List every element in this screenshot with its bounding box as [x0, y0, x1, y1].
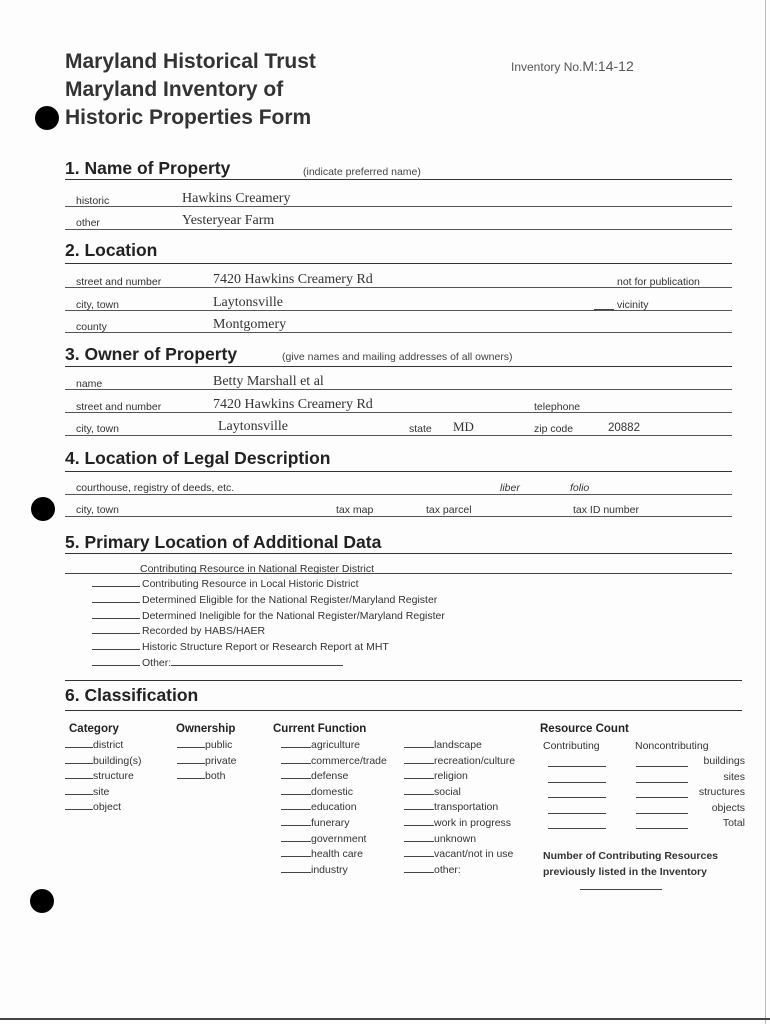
owner-name-line [65, 389, 732, 390]
folio-label: folio [570, 482, 590, 494]
checkbox-blank[interactable] [177, 762, 205, 764]
additional-data-item-4[interactable] [92, 610, 445, 622]
category-list [65, 739, 141, 817]
owner-name[interactable]: Betty Marshall et al [213, 374, 324, 389]
item-label: Historic Structure Report or Research Report at MHT [142, 641, 389, 653]
item-label: agriculture [311, 739, 361, 751]
previously-listed-blank[interactable] [580, 889, 662, 890]
checkbox-blank[interactable] [281, 824, 311, 826]
state[interactable]: MD [453, 419, 474, 434]
previously-listed-line-2: previously listed in the Inventory [543, 866, 707, 878]
item-label: recreation/culture [434, 754, 516, 767]
item-label: funerary [311, 816, 350, 829]
section-3-heading: 3. Owner of Property [65, 344, 238, 364]
additional-data-item-2[interactable] [92, 578, 359, 590]
inventory-number [511, 58, 634, 74]
not-for-publication[interactable]: not for publication [617, 276, 700, 288]
item-label: religion [434, 770, 468, 783]
previously-listed-label [543, 848, 718, 880]
zip-label: zip code [534, 423, 574, 435]
contributing-count-blank[interactable] [548, 781, 606, 783]
county[interactable]: Montgomery [213, 317, 287, 332]
item-label: landscape [434, 739, 482, 751]
courthouse-label: courthouse, registry of deeds, etc. [76, 482, 235, 494]
legal-city-line [65, 516, 732, 517]
inventory-label: Inventory No. [511, 60, 583, 74]
checkbox-blank[interactable] [281, 855, 311, 857]
owner-street-line [65, 412, 732, 413]
checkbox-blank[interactable] [404, 840, 434, 842]
owner-city-line [65, 435, 732, 436]
zip-code[interactable]: 20882 [608, 422, 640, 434]
category-district[interactable] [65, 739, 141, 755]
item-label: health care [311, 848, 363, 861]
contributing-count-blank[interactable] [548, 812, 606, 814]
ownership-both[interactable] [177, 770, 237, 786]
checkbox-blank[interactable] [65, 808, 93, 810]
function-list-2 [404, 739, 515, 879]
punch-hole-top [35, 106, 59, 130]
resource-type-label: buildings [703, 755, 745, 767]
historic-line [65, 206, 732, 207]
contributing-count-blank[interactable] [548, 765, 606, 767]
additional-data-item-6[interactable] [92, 641, 389, 653]
item-label: defense [311, 770, 349, 783]
item-label: domestic [311, 785, 354, 798]
category-site[interactable] [65, 786, 141, 802]
section-5-heading: 5. Primary Location of Additional Data [65, 532, 382, 552]
item-label: Recorded by HABS/HAER [142, 625, 266, 637]
noncontributing-count-blank[interactable] [636, 765, 688, 767]
item-label: government [311, 832, 367, 845]
section-2-rule [65, 263, 732, 264]
contributing-count-blank[interactable] [548, 796, 606, 798]
resource-count-header: Resource Count [540, 723, 629, 735]
checkbox-blank[interactable] [281, 871, 311, 873]
contributing-count-blank[interactable] [548, 827, 606, 829]
additional-data-item-1[interactable]: Contributing Resource in National Register District [140, 563, 375, 575]
category-header: Category [69, 723, 119, 735]
inventory-value: M:14-12 [582, 58, 634, 74]
owner-street[interactable]: 7420 Hawkins Creamery Rd [213, 397, 373, 412]
ownership-list [177, 739, 237, 786]
category-structure[interactable] [65, 770, 141, 786]
function-item[interactable] [281, 817, 387, 833]
checkbox-blank[interactable] [281, 762, 311, 764]
location-street-label: street and number [76, 276, 162, 288]
tax-parcel-label: tax parcel [426, 504, 472, 516]
item-label: private [205, 754, 237, 767]
function-item[interactable] [404, 848, 515, 864]
function-item[interactable] [281, 864, 387, 880]
owner-name-label: name [76, 378, 103, 390]
item-label: social [434, 785, 461, 798]
function-item[interactable] [281, 755, 387, 771]
item-label: unknown [434, 832, 477, 845]
section-1-heading: 1. Name of Property [65, 158, 231, 178]
liber-label: liber [500, 482, 520, 494]
page-bottom-border [0, 1018, 770, 1020]
other-name-label: other [76, 217, 100, 229]
noncontributing-count-blank[interactable] [636, 827, 688, 829]
function-list-1 [281, 739, 387, 879]
item-label: object [93, 801, 122, 813]
item-label: education [311, 801, 357, 814]
section-4-rule [65, 471, 732, 472]
item-label: transportation [434, 801, 499, 814]
courthouse-line [65, 494, 732, 495]
current-function-header: Current Function [273, 723, 367, 735]
function-item[interactable] [404, 817, 515, 833]
item-label: structure [93, 770, 134, 782]
owner-city[interactable]: Laytonsville [218, 419, 288, 434]
tax-map-label: tax map [336, 504, 374, 516]
noncontributing-count-blank[interactable] [636, 781, 688, 783]
category-buildings[interactable] [65, 755, 141, 771]
checkbox-blank[interactable] [92, 648, 140, 650]
checkbox-blank[interactable] [281, 777, 311, 779]
noncontributing-count-blank[interactable] [636, 812, 688, 814]
category-object[interactable] [65, 801, 141, 817]
function-item[interactable] [281, 848, 387, 864]
contributing-header: Contributing [543, 740, 600, 752]
item-label: both [205, 770, 226, 782]
checkbox-blank[interactable] [65, 746, 93, 748]
function-item[interactable] [404, 739, 515, 755]
resource-count-row [548, 771, 748, 787]
checkbox-blank[interactable] [92, 601, 140, 603]
section-1-rule [65, 179, 732, 180]
function-item[interactable] [404, 755, 515, 771]
checkbox-blank[interactable] [92, 632, 140, 634]
checkbox-blank[interactable] [404, 871, 434, 873]
owner-street-label: street and number [76, 401, 162, 413]
section-5-rule [65, 553, 732, 554]
county-label: county [76, 321, 107, 333]
noncontributing-header: Noncontributing [635, 740, 709, 752]
location-street[interactable]: 7420 Hawkins Creamery Rd [213, 272, 373, 287]
historic-label: historic [76, 195, 110, 207]
function-item[interactable] [281, 770, 387, 786]
owner-city-label: city, town [76, 423, 119, 435]
ownership-private[interactable] [177, 755, 237, 771]
state-label: state [409, 423, 432, 435]
title-line-3: Historic Properties Form [65, 106, 312, 129]
resource-count-rows [548, 755, 748, 833]
section-6-heading: 6. Classification [65, 685, 199, 705]
section-1-note: (indicate preferred name) [303, 166, 421, 178]
resource-count-row [548, 755, 748, 771]
legal-city-label: city, town [76, 504, 119, 516]
location-city[interactable]: Laytonsville [213, 295, 283, 310]
function-item[interactable] [281, 786, 387, 802]
resource-count-row [548, 786, 748, 802]
checkbox-blank[interactable] [92, 585, 140, 587]
function-item[interactable] [404, 770, 515, 786]
resource-count-row [548, 802, 748, 818]
resource-type-label: Total [722, 817, 745, 830]
section-3-rule [65, 366, 732, 367]
function-item[interactable] [404, 833, 515, 849]
checkbox-blank[interactable] [281, 793, 311, 795]
checkbox-blank[interactable] [281, 808, 311, 810]
function-item[interactable] [281, 801, 387, 817]
other-name-line [65, 229, 732, 230]
function-item[interactable] [281, 833, 387, 849]
checkbox-blank[interactable] [404, 746, 434, 748]
punch-hole-bottom [30, 889, 54, 913]
additional-data-item-3[interactable] [92, 594, 437, 606]
previously-listed-line-1: Number of Contributing Resources [543, 850, 719, 862]
function-item[interactable] [404, 786, 515, 802]
section-5-bottom-rule [65, 680, 742, 681]
item-label: Other: [142, 657, 172, 669]
additional-data-item-7[interactable] [92, 657, 343, 669]
location-street-line [65, 287, 732, 288]
checkbox-blank[interactable] [404, 762, 434, 764]
checkbox-blank[interactable] [404, 777, 434, 779]
ownership-header: Ownership [176, 723, 236, 735]
title-line-1: Maryland Historical Trust [65, 50, 316, 73]
function-item[interactable] [404, 801, 515, 817]
telephone-label: telephone [534, 401, 581, 413]
tax-id-label: tax ID number [573, 504, 639, 516]
page-edge [765, 0, 766, 1024]
checkbox-blank[interactable] [404, 855, 434, 857]
item-label: vacant/not in use [434, 848, 514, 861]
resource-type-label: sites [723, 770, 745, 783]
ownership-public[interactable] [177, 739, 237, 755]
additional-data-item-5[interactable] [92, 625, 265, 637]
item-label: other: [434, 863, 461, 876]
form-title [65, 48, 316, 132]
county-line [65, 332, 732, 333]
section-4-heading: 4. Location of Legal Description [65, 448, 331, 468]
item-label: site [93, 785, 110, 798]
other-blank[interactable] [171, 664, 343, 666]
checkbox-blank[interactable] [177, 746, 205, 748]
checkbox-blank[interactable] [281, 746, 311, 748]
checkbox-blank[interactable] [404, 824, 434, 826]
noncontributing-count-blank[interactable] [636, 796, 688, 798]
punch-hole-middle [31, 497, 55, 521]
section-2-heading: 2. Location [65, 240, 158, 260]
checkbox-blank[interactable] [92, 664, 140, 666]
section-3-note: (give names and mailing addresses of all owners) [282, 351, 513, 363]
checkbox-blank[interactable] [404, 808, 434, 810]
checkbox-blank[interactable] [65, 793, 93, 795]
checkbox-blank[interactable] [404, 793, 434, 795]
location-city-label: city, town [76, 299, 119, 311]
vicinity-label: vicinity [617, 299, 649, 311]
other-name[interactable]: Yesteryear Farm [182, 213, 275, 228]
resource-type-label: structures [698, 786, 745, 799]
item-label: district [93, 739, 124, 751]
item-label: commerce/trade [311, 754, 387, 767]
checkbox-blank[interactable] [65, 777, 93, 779]
item-label: public [205, 739, 233, 751]
title-line-2: Maryland Inventory of [65, 78, 284, 101]
item-label: Determined Ineligible for the National Register/Maryland Register [142, 610, 445, 622]
function-item[interactable] [404, 864, 515, 880]
checkbox-blank[interactable] [65, 762, 93, 764]
item-label: Determined Eligible for the National Register/Maryland Register [142, 594, 438, 606]
item-label: work in progress [434, 816, 512, 829]
item-label: building(s) [93, 754, 142, 767]
resource-type-label: objects [711, 801, 745, 814]
item-label: Contributing Resource in Local Historic District [142, 578, 359, 590]
function-item[interactable] [281, 739, 387, 755]
historic-name[interactable]: Hawkins Creamery [182, 191, 291, 206]
section-6-rule [65, 710, 742, 711]
checkbox-blank[interactable] [92, 617, 140, 619]
item-label: industry [311, 863, 348, 876]
checkbox-blank[interactable] [281, 840, 311, 842]
resource-count-row [548, 817, 748, 833]
location-city-line [65, 310, 732, 311]
checkbox-blank[interactable] [177, 777, 205, 779]
